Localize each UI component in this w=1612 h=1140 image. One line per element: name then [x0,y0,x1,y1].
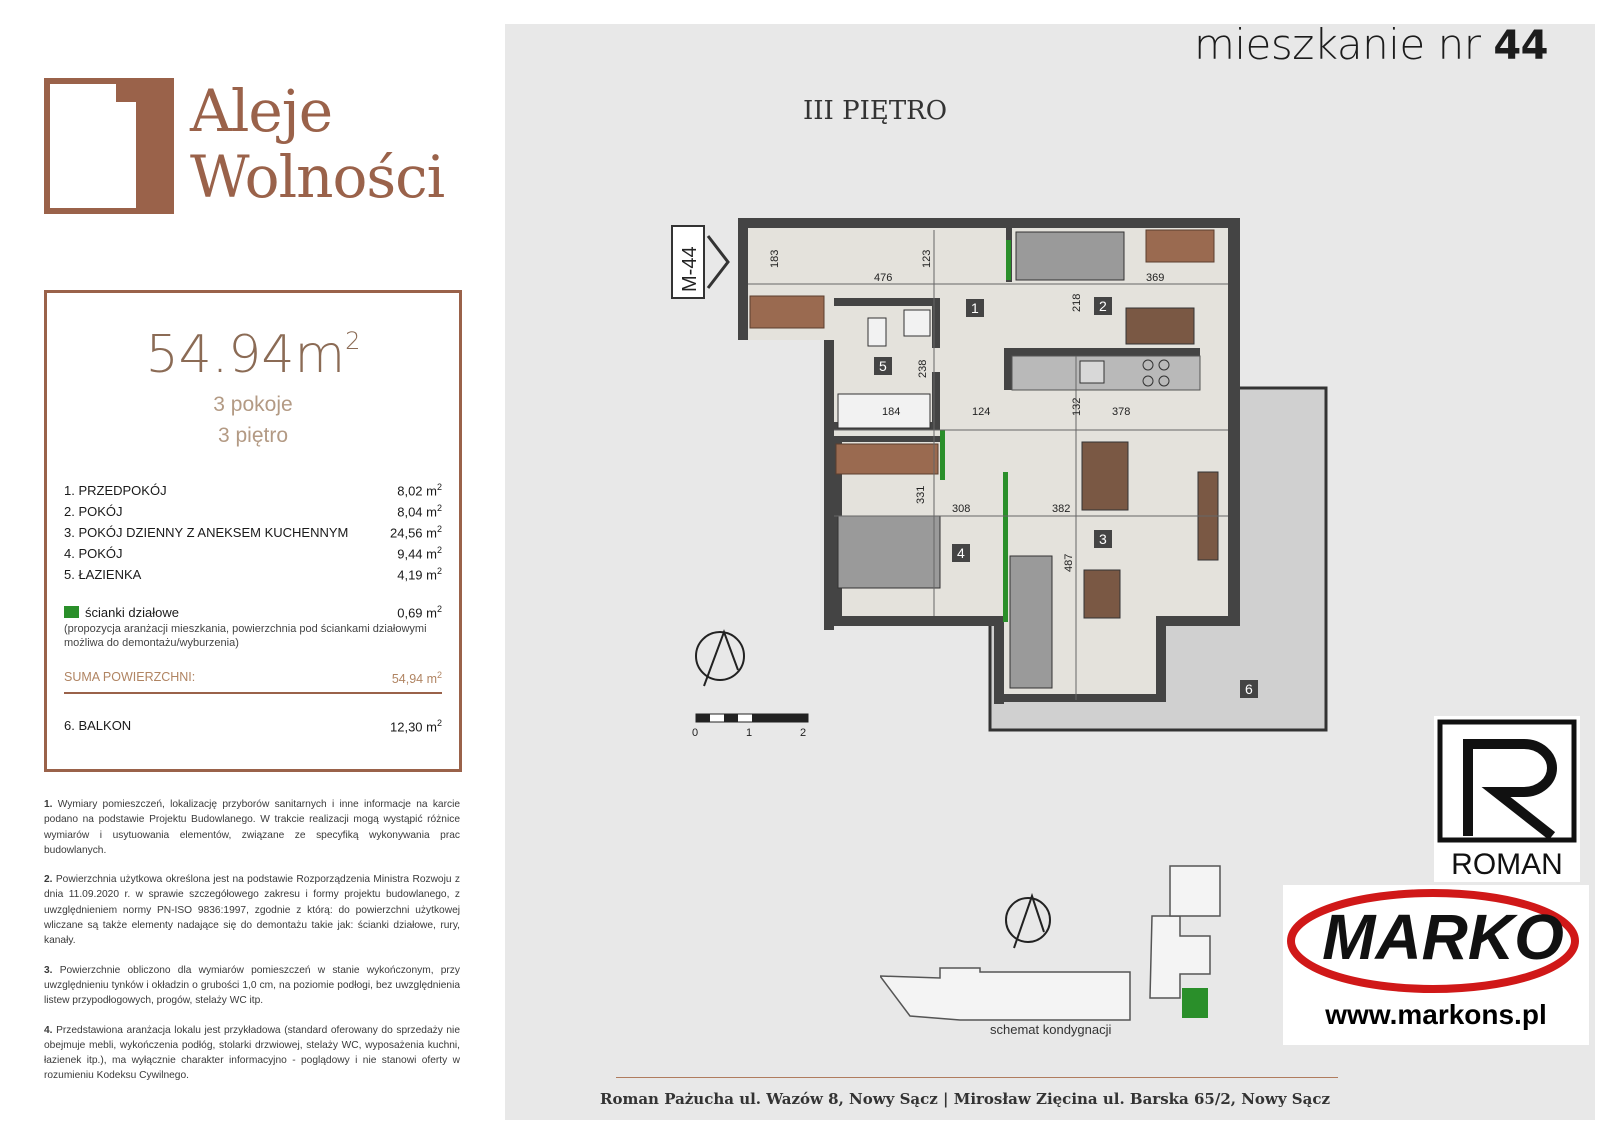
room-number-4 [952,544,970,562]
floor-number: 3 piętro [217,424,289,447]
sofa-icon [1010,556,1052,688]
svg-text:6: 6 [1245,681,1253,697]
note-item: 1. Wymiary pomieszczeń, lokalizację przyborów sanitarnych i inne informacje na karcie podano na podstawie Projektu Budowlanego. W trakcie realizacji mogą wystąpić różnice wymiarów i usytuowania elementów, związane ze specyfiką wykonywania prac budowlanych. [44,799,460,856]
brand-line-2: Wolności [190,143,445,211]
roman-logo-icon [1434,716,1580,882]
partition-walls: ścianki działowe 0,69 $m^2$ (propozycja aranżacji mieszkania, powierzchnia pod ściankami działowymi możliwa do demontażu/wyburzenia) [64,604,442,650]
building-schema [880,856,1240,1026]
note-item: 2. Powierzchnia użytkowa określona jest na podstawie Rozporządzenia Ministra Rozwoju z dnia 11.09.2020 r. w sprawie szczegółowego zakresu i formy projektu budowlanego, z uwzględnieniem normy PN-ISO 9836:1997, zgodnie z którą: do powierzchni użytkowej wliczane są także elementy nadające się do demontażu takie jak: ścianki działowe, rury, kanały. [44,874,461,947]
room-number-1 [966,299,984,317]
room-number-5 [874,357,892,375]
room-number-6 [1240,680,1258,698]
brand-mark-icon [44,78,174,214]
schema-compass-icon [1006,896,1050,948]
total-sum: SUMA POWIERZCHNI: 54,94 $m^2$ [64,670,442,694]
marko-url-link[interactable]: www.markons.pl [1325,999,1547,1030]
partition-label: ścianki działowe [85,604,179,620]
footer-contacts: Roman Pażucha ul. Wazów 8, Nowy Sącz | Mirosław Zięcina ul. Barska 65/2, Nowy Sącz [600,1090,1330,1108]
svg-text:MARKO: MARKO [1322,901,1564,973]
dim-label: 218 [1071,293,1083,312]
room-row: 5. ŁAZIENKA 4,19 $m^2$ [64,566,442,583]
dim-label: 331 [915,485,927,504]
dim-label: 123 [921,249,933,268]
desk-icon [1126,308,1194,344]
dim-label: 238 [917,359,929,378]
dim-label: 124 [972,406,991,418]
room-number-2 [1094,297,1112,315]
scale-label: 2 [800,727,807,739]
scale-label: 0 [692,727,699,739]
room-row: 3. POKÓJ DZIENNY Z ANEKSEM KUCHENNYM 24,56 $m^2$ [64,524,442,541]
coffee-table-icon [1084,570,1120,618]
scale-bar [692,714,808,739]
note-item: 4. Przedstawiona aranżacja lokalu jest przykładowa (standard oferowany do sprzedaży nie obejmuje mebli, wykończenia podłóg, stolarki drzwiowej, stelaży WC, wyposażenia kuchni, łazienek itp.), ma wyłącznie charakter informacyjno - poglądowy i nie stanowi oferty w rozumieniu Kodeksu Cywilnego. [44,1024,460,1082]
dim-label: 184 [882,406,901,418]
brand-logo [44,78,484,228]
compass-icon [696,632,744,686]
room-row: 4. POKÓJ 9,44 $m^2$ [64,545,442,562]
bed-icon [838,516,940,588]
partition-note: (propozycja aranżacji mieszkania, powierzchnia pod ściankami działowymi możliwa do demontażu/wyburzenia) [64,623,427,650]
legal-notes [44,797,460,1098]
apartment-summary-card [44,290,462,772]
apartment-title: mieszkanie nr 44 [1193,20,1548,69]
total-area: $54.94m^2$ [145,325,361,385]
roman-logo [1434,716,1580,882]
bed-icon [1016,232,1124,280]
svg-text:4: 4 [957,545,965,561]
brand-line-1: Aleje [190,77,333,145]
svg-text:ROMAN: ROMAN [1451,848,1563,881]
dim-label: 369 [1146,272,1165,284]
kitchen-counter [1012,356,1200,390]
toilet-icon [868,318,886,346]
svg-text:2: 2 [1099,298,1107,314]
svg-text:5: 5 [879,358,887,374]
sink-icon [904,310,930,336]
dim-label: 308 [952,503,971,515]
dim-label: 487 [1063,553,1075,572]
dim-label: 378 [1112,406,1131,418]
floor-plan [660,210,1340,750]
dim-label: 132 [1071,397,1083,416]
scale-label: 1 [746,727,753,739]
marko-logo-icon [1283,885,1589,997]
unit-tag [672,226,728,298]
kitchen-sink-icon [1080,361,1104,383]
floor-label: III PIĘTRO [803,96,948,126]
footer-divider [616,1077,1338,1078]
dining-table-icon [1082,442,1128,510]
svg-text:3: 3 [1099,531,1107,547]
marko-logo [1283,885,1589,1045]
room-count: 3 pokoje [213,393,293,416]
dim-label: 183 [769,249,781,268]
partition-swatch [64,606,79,618]
svg-text:1: 1 [971,300,979,316]
schema-label: schemat kondygnacji [990,1022,1112,1037]
room-list [64,480,442,585]
note-item: 3. Powierzchnie obliczono dla wymiarów pomieszczeń w stanie wykończonym, przy uwzględnieniu tynków i okładzin o grubości 1,0 cm, na poziomie podłogi, bez uwzględnienia listew przypodłogowych, progów, stelaży WC itp. [44,964,460,1007]
partition-value: 0,69 m [397,605,437,621]
brand-name [190,78,444,210]
svg-text:M-44: M-44 [679,246,701,292]
room-row: 2. POKÓJ 8,04 $m^2$ [64,503,442,520]
room-row: 1. PRZEDPOKÓJ 8,02 $m^2$ [64,482,442,499]
schema-highlight [1182,988,1208,1018]
dim-label: 382 [1052,503,1071,515]
balcony-row: 6. BALKON 12,30 $m^2$ [64,718,442,735]
room-number-3 [1094,530,1112,548]
dim-label: 476 [874,272,893,284]
